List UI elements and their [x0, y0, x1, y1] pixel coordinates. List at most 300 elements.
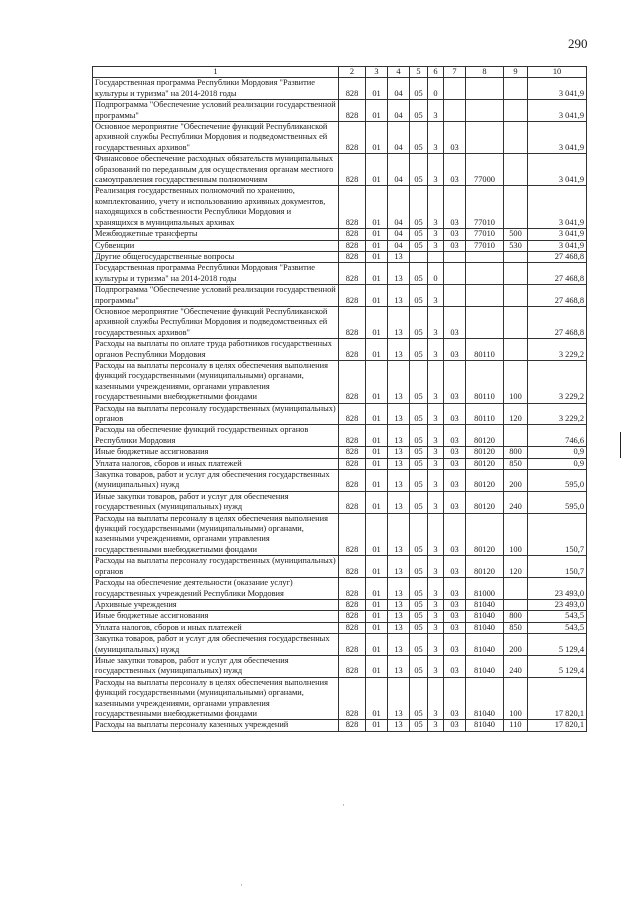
table-cell: 05: [410, 578, 428, 600]
column-header: 3: [366, 67, 388, 78]
table-cell: 17 820,1: [528, 720, 587, 731]
column-header: 7: [444, 67, 466, 78]
table-cell: 03: [444, 154, 466, 186]
table-cell: 03: [444, 513, 466, 556]
table-cell: [444, 100, 466, 122]
table-cell: 828: [339, 556, 366, 578]
table-cell: 03: [444, 122, 466, 154]
table-row: [93, 513, 587, 556]
table-cell: 01: [366, 622, 388, 633]
table-cell: 828: [339, 513, 366, 556]
table-cell: 13: [388, 285, 410, 307]
row-title-cell: Уплата налогов, сборов и иных платежей: [93, 458, 339, 469]
table-row: [93, 611, 587, 622]
table-cell: 0,9: [528, 447, 587, 458]
table-cell: 3: [428, 447, 444, 458]
table-cell: 828: [339, 360, 366, 403]
table-cell: 828: [339, 285, 366, 307]
row-title-cell: Закупка товаров, работ и услуг для обеспечения государственных (муниципальных) нужд: [93, 634, 339, 656]
table-cell: 3: [428, 513, 444, 556]
table-cell: 13: [388, 655, 410, 677]
row-title-cell: Основное мероприятие "Обеспечение функций Республиканской архивной службы Республики Мордовия и подведомственных ей государственных архивов": [93, 122, 339, 154]
table-cell: 04: [388, 186, 410, 229]
table-cell: 13: [388, 578, 410, 600]
table-cell: 100: [504, 360, 528, 403]
table-cell: 3 041,9: [528, 186, 587, 229]
table-cell: 0: [428, 78, 444, 100]
table-cell: 17 820,1: [528, 677, 587, 720]
table-cell: [504, 251, 528, 262]
table-cell: 800: [504, 611, 528, 622]
table-cell: 828: [339, 720, 366, 731]
table-cell: [504, 578, 528, 600]
table-row: [93, 470, 587, 492]
table-cell: 3: [428, 229, 444, 240]
row-title-cell: Государственная программа Республики Мордовия "Развитие культуры и туризма" на 2014-2018 годы: [93, 78, 339, 100]
table-cell: 03: [444, 655, 466, 677]
table-cell: 3: [428, 556, 444, 578]
table-cell: [504, 599, 528, 610]
table-row: [93, 154, 587, 186]
table-cell: 530: [504, 240, 528, 251]
table-cell: 595,0: [528, 470, 587, 492]
page-number: 290: [568, 36, 588, 51]
table-cell: [410, 251, 428, 262]
table-cell: 80120: [466, 513, 504, 556]
table-cell: 828: [339, 122, 366, 154]
table-cell: 3: [428, 306, 444, 338]
table-cell: 828: [339, 578, 366, 600]
row-title-cell: Иные закупки товаров, работ и услуг для обеспечения государственных (муниципальных) нужд: [93, 491, 339, 513]
table-row: [93, 229, 587, 240]
table-cell: 3 041,9: [528, 100, 587, 122]
table-cell: [504, 263, 528, 285]
table-row: [93, 655, 587, 677]
table-cell: 05: [410, 360, 428, 403]
table-cell: 01: [366, 306, 388, 338]
table-cell: 3 041,9: [528, 78, 587, 100]
table-cell: 828: [339, 655, 366, 677]
margin-mark: [620, 432, 621, 458]
table-cell: [466, 285, 504, 307]
table-cell: 81040: [466, 720, 504, 731]
table-cell: 3 229,2: [528, 339, 587, 361]
table-cell: 05: [410, 403, 428, 425]
column-header: 6: [428, 67, 444, 78]
table-cell: 80110: [466, 339, 504, 361]
table-cell: 828: [339, 306, 366, 338]
table-cell: 01: [366, 556, 388, 578]
table-cell: 01: [366, 458, 388, 469]
table-cell: 01: [366, 240, 388, 251]
table-cell: 828: [339, 339, 366, 361]
row-title-cell: Межбюджетные трансферты: [93, 229, 339, 240]
table-cell: 3: [428, 634, 444, 656]
column-header: 2: [339, 67, 366, 78]
table-cell: 05: [410, 677, 428, 720]
table-cell: 3 229,2: [528, 360, 587, 403]
table-cell: 77010: [466, 186, 504, 229]
column-header: 8: [466, 67, 504, 78]
table-cell: 01: [366, 154, 388, 186]
table-cell: 03: [444, 634, 466, 656]
row-title-cell: Расходы на выплаты персоналу в целях обеспечения выполнения функций государственными (муниципальными) органами, казенными учреждениями, органами управления государственными внебюджетными фондами: [93, 677, 339, 720]
table-cell: 13: [388, 360, 410, 403]
table-row: [93, 425, 587, 447]
table-row: [93, 578, 587, 600]
table-cell: 828: [339, 154, 366, 186]
table-cell: 01: [366, 403, 388, 425]
table-cell: 01: [366, 186, 388, 229]
row-title-cell: Государственная программа Республики Мордовия "Развитие культуры и туризма" на 2014-2018 годы: [93, 263, 339, 285]
row-title-cell: Закупка товаров, работ и услуг для обеспечения государственных (муниципальных) нужд: [93, 470, 339, 492]
table-cell: 100: [504, 677, 528, 720]
row-title-cell: Расходы на выплаты персоналу государственных (муниципальных) органов: [93, 403, 339, 425]
table-cell: [444, 285, 466, 307]
table-cell: 04: [388, 240, 410, 251]
table-cell: 77010: [466, 240, 504, 251]
table-header-row: [93, 67, 587, 78]
table-cell: 828: [339, 470, 366, 492]
table-cell: 81040: [466, 622, 504, 633]
table-cell: 13: [388, 425, 410, 447]
table-row: [93, 360, 587, 403]
table-cell: 05: [410, 599, 428, 610]
table-row: [93, 634, 587, 656]
table-cell: 01: [366, 470, 388, 492]
table-body: [93, 78, 587, 731]
table-cell: 05: [410, 634, 428, 656]
table-cell: 05: [410, 306, 428, 338]
table-cell: 01: [366, 360, 388, 403]
table-cell: [444, 78, 466, 100]
table-cell: 828: [339, 425, 366, 447]
table-cell: [466, 251, 504, 262]
table-cell: 3: [428, 599, 444, 610]
table-cell: 828: [339, 263, 366, 285]
table-cell: 01: [366, 339, 388, 361]
table-cell: 3: [428, 470, 444, 492]
table-cell: 3 229,2: [528, 403, 587, 425]
table-cell: 01: [366, 578, 388, 600]
table-cell: 150,7: [528, 513, 587, 556]
table-cell: 05: [410, 720, 428, 731]
table-cell: 13: [388, 458, 410, 469]
table-cell: 01: [366, 447, 388, 458]
table-cell: 05: [410, 556, 428, 578]
table-cell: 3: [428, 458, 444, 469]
row-title-cell: Подпрограмма "Обеспечение условий реализации государственной программы": [93, 100, 339, 122]
table-cell: 77000: [466, 154, 504, 186]
table-cell: 01: [366, 100, 388, 122]
table-cell: 03: [444, 229, 466, 240]
table-cell: 3: [428, 122, 444, 154]
budget-table: [92, 66, 587, 732]
table-row: [93, 677, 587, 720]
row-title-cell: Расходы на выплаты персоналу государственных (муниципальных) органов: [93, 556, 339, 578]
table-cell: 3: [428, 578, 444, 600]
table-row: [93, 720, 587, 731]
column-header: 9: [504, 67, 528, 78]
column-header: 5: [410, 67, 428, 78]
table-cell: 05: [410, 186, 428, 229]
table-cell: [466, 122, 504, 154]
table-cell: 3: [428, 655, 444, 677]
table-row: [93, 186, 587, 229]
table-row: [93, 622, 587, 633]
table-cell: 03: [444, 599, 466, 610]
table-cell: [504, 339, 528, 361]
margin-dot: ·: [240, 880, 243, 890]
table-cell: 03: [444, 622, 466, 633]
table-cell: 01: [366, 634, 388, 656]
table-cell: 543,5: [528, 622, 587, 633]
table-cell: [504, 425, 528, 447]
table-cell: 03: [444, 240, 466, 251]
table-row: [93, 556, 587, 578]
table-row: [93, 491, 587, 513]
table-cell: 828: [339, 458, 366, 469]
table-row: [93, 599, 587, 610]
table-cell: 05: [410, 513, 428, 556]
table-cell: 01: [366, 677, 388, 720]
table-cell: 150,7: [528, 556, 587, 578]
table-cell: 3: [428, 360, 444, 403]
table-cell: 23 493,0: [528, 599, 587, 610]
row-title-cell: Архивные учреждения: [93, 599, 339, 610]
table-cell: 5 129,4: [528, 634, 587, 656]
table-cell: 01: [366, 285, 388, 307]
table-cell: 3: [428, 425, 444, 447]
table-cell: 27 468,8: [528, 251, 587, 262]
row-title-cell: Другие общегосударственные вопросы: [93, 251, 339, 262]
table-row: [93, 240, 587, 251]
table-cell: 01: [366, 491, 388, 513]
table-cell: 27 468,8: [528, 263, 587, 285]
row-title-cell: Расходы на обеспечение функций государственных органов Республики Мордовия: [93, 425, 339, 447]
table-row: [93, 285, 587, 307]
table-cell: 01: [366, 611, 388, 622]
table-cell: 828: [339, 447, 366, 458]
table-cell: 03: [444, 403, 466, 425]
table-cell: 120: [504, 403, 528, 425]
table-cell: 828: [339, 240, 366, 251]
table-cell: 05: [410, 122, 428, 154]
table-cell: 240: [504, 491, 528, 513]
table-cell: 01: [366, 720, 388, 731]
table-cell: 01: [366, 251, 388, 262]
table-cell: 01: [366, 263, 388, 285]
table-cell: 3: [428, 100, 444, 122]
table-cell: 850: [504, 458, 528, 469]
table-cell: 13: [388, 513, 410, 556]
table-cell: 13: [388, 447, 410, 458]
table-cell: 3: [428, 491, 444, 513]
table-cell: 80120: [466, 447, 504, 458]
table-cell: 828: [339, 622, 366, 633]
table-cell: 03: [444, 360, 466, 403]
table-cell: 828: [339, 491, 366, 513]
table-cell: 81040: [466, 677, 504, 720]
table-cell: 05: [410, 655, 428, 677]
table-cell: 110: [504, 720, 528, 731]
table-cell: 13: [388, 599, 410, 610]
table-cell: 828: [339, 186, 366, 229]
row-title-cell: Реализация государственных полномочий по хранению, комплектованию, учету и использованию архивных документов, находящихся в собственности Республики Мордовия и хранящихся в муниципальных архивах: [93, 186, 339, 229]
row-title-cell: Иные бюджетные ассигнования: [93, 447, 339, 458]
table-cell: [504, 306, 528, 338]
table-cell: 04: [388, 122, 410, 154]
row-title-cell: Иные бюджетные ассигнования: [93, 611, 339, 622]
table-cell: 04: [388, 100, 410, 122]
column-header: 4: [388, 67, 410, 78]
row-title-cell: Расходы на выплаты персоналу казенных учреждений: [93, 720, 339, 731]
table-cell: 01: [366, 425, 388, 447]
table-cell: 3 041,9: [528, 154, 587, 186]
table-cell: 05: [410, 470, 428, 492]
table-cell: 80110: [466, 403, 504, 425]
table-cell: [428, 251, 444, 262]
table-row: [93, 78, 587, 100]
table-cell: 05: [410, 458, 428, 469]
table-cell: 05: [410, 78, 428, 100]
table-cell: 05: [410, 263, 428, 285]
table-cell: 05: [410, 491, 428, 513]
table-cell: 828: [339, 611, 366, 622]
table-cell: 828: [339, 634, 366, 656]
table-row: [93, 251, 587, 262]
table-row: [93, 306, 587, 338]
table-cell: 0,9: [528, 458, 587, 469]
table-cell: 80120: [466, 470, 504, 492]
row-title-cell: Основное мероприятие "Обеспечение функций Республиканской архивной службы Республики Мордовия и подведомственных ей государственных архивов": [93, 306, 339, 338]
table-cell: 828: [339, 78, 366, 100]
table-cell: 04: [388, 154, 410, 186]
table-cell: 01: [366, 78, 388, 100]
table-row: [93, 122, 587, 154]
table-cell: 03: [444, 186, 466, 229]
table-cell: 23 493,0: [528, 578, 587, 600]
table-cell: 81000: [466, 578, 504, 600]
table-cell: 03: [444, 720, 466, 731]
table-cell: [504, 78, 528, 100]
table-cell: 03: [444, 578, 466, 600]
table-cell: 01: [366, 599, 388, 610]
table-cell: 13: [388, 622, 410, 633]
table-cell: 81040: [466, 599, 504, 610]
table-cell: [504, 285, 528, 307]
table-cell: 03: [444, 677, 466, 720]
table-cell: 240: [504, 655, 528, 677]
table-cell: 13: [388, 263, 410, 285]
table-cell: [444, 251, 466, 262]
table-cell: 81040: [466, 611, 504, 622]
table-cell: 543,5: [528, 611, 587, 622]
table-cell: [466, 78, 504, 100]
table-cell: 03: [444, 306, 466, 338]
table-cell: 3: [428, 677, 444, 720]
table-cell: 05: [410, 229, 428, 240]
table-cell: 03: [444, 458, 466, 469]
table-cell: 81040: [466, 655, 504, 677]
table-cell: 05: [410, 339, 428, 361]
table-cell: 05: [410, 285, 428, 307]
table-cell: 01: [366, 655, 388, 677]
table-cell: [466, 100, 504, 122]
table-row: [93, 339, 587, 361]
table-cell: 828: [339, 677, 366, 720]
table-row: [93, 100, 587, 122]
table-cell: 05: [410, 622, 428, 633]
row-title-cell: Уплата налогов, сборов и иных платежей: [93, 622, 339, 633]
table-cell: [504, 100, 528, 122]
table-cell: 01: [366, 229, 388, 240]
table-cell: [444, 263, 466, 285]
table-cell: 13: [388, 306, 410, 338]
table-cell: 3 041,9: [528, 122, 587, 154]
table-cell: 120: [504, 556, 528, 578]
table-cell: 3: [428, 154, 444, 186]
table-cell: 3: [428, 186, 444, 229]
table-cell: 800: [504, 447, 528, 458]
table-cell: 13: [388, 470, 410, 492]
table-cell: 3: [428, 240, 444, 251]
table-cell: 01: [366, 513, 388, 556]
table-row: [93, 263, 587, 285]
table-cell: 13: [388, 634, 410, 656]
table-cell: 3: [428, 403, 444, 425]
table-cell: [466, 306, 504, 338]
table-cell: 13: [388, 611, 410, 622]
table-cell: 3: [428, 622, 444, 633]
table-cell: 828: [339, 403, 366, 425]
table-cell: 100: [504, 513, 528, 556]
table-cell: 04: [388, 78, 410, 100]
row-title-cell: Субвенции: [93, 240, 339, 251]
table-cell: 05: [410, 611, 428, 622]
row-title-cell: Расходы на выплаты по оплате труда работников государственных органов Республики Мордовия: [93, 339, 339, 361]
table-cell: 13: [388, 720, 410, 731]
table-cell: 3: [428, 285, 444, 307]
table-cell: 3 041,9: [528, 240, 587, 251]
table-cell: 13: [388, 556, 410, 578]
row-title-cell: Финансовое обеспечение расходных обязательств муниципальных образований по переданным для осуществления органам местного самоуправления государственным полномочиям: [93, 154, 339, 186]
table-cell: [504, 122, 528, 154]
table-cell: 3: [428, 720, 444, 731]
row-title-cell: Иные закупки товаров, работ и услуг для обеспечения государственных (муниципальных) нужд: [93, 655, 339, 677]
table-cell: 04: [388, 229, 410, 240]
table-cell: [466, 263, 504, 285]
table-row: [93, 403, 587, 425]
table-cell: 03: [444, 425, 466, 447]
table-cell: 0: [428, 263, 444, 285]
table-cell: 13: [388, 339, 410, 361]
table-cell: 595,0: [528, 491, 587, 513]
table-row: [93, 458, 587, 469]
table-cell: 850: [504, 622, 528, 633]
table-cell: 13: [388, 403, 410, 425]
table-cell: 3 041,9: [528, 229, 587, 240]
table-cell: 80120: [466, 491, 504, 513]
table-cell: 77010: [466, 229, 504, 240]
column-header: 1: [93, 67, 339, 78]
table-cell: 03: [444, 491, 466, 513]
table-cell: 828: [339, 599, 366, 610]
table-cell: 05: [410, 447, 428, 458]
table-cell: 13: [388, 251, 410, 262]
table-cell: 13: [388, 677, 410, 720]
table-cell: 01: [366, 122, 388, 154]
